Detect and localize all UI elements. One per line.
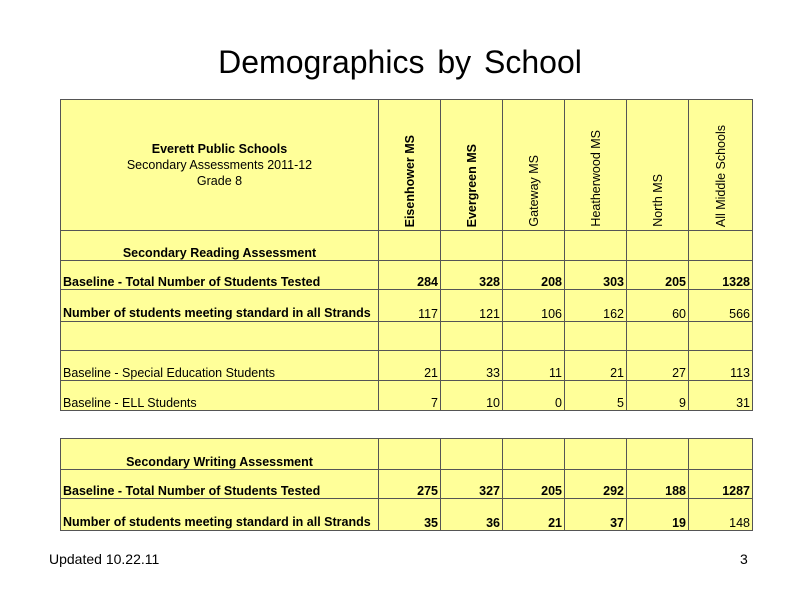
cell-value: 35 <box>379 499 441 531</box>
district-name: Everett Public Schools <box>151 142 288 156</box>
cell-value: 1328 <box>689 261 753 290</box>
table-row <box>61 351 753 381</box>
table-row <box>61 290 753 322</box>
reading-table <box>60 99 753 411</box>
cell-value: 117 <box>379 290 441 322</box>
cell-value: 7 <box>379 381 441 411</box>
row-label: Baseline - ELL Students <box>61 381 379 411</box>
table-row <box>61 381 753 411</box>
cell-value: 37 <box>565 499 627 531</box>
cell-value: 121 <box>441 290 503 322</box>
writing-section-label: Secondary Writing Assessment <box>61 439 379 470</box>
updated-date: Updated 10.22.11 <box>49 551 160 567</box>
header-row <box>61 100 753 231</box>
cell-value: 21 <box>565 351 627 381</box>
section-row <box>61 439 753 470</box>
cell-value: 148 <box>689 499 753 531</box>
cell-value: 31 <box>689 381 753 411</box>
cell-value: 11 <box>503 351 565 381</box>
section-row <box>61 231 753 261</box>
cell-value: 1287 <box>689 470 753 499</box>
cell-value: 205 <box>627 261 689 290</box>
cell-value: 162 <box>565 290 627 322</box>
row-label: Baseline - Special Education Students <box>61 351 379 381</box>
cell-value: 9 <box>627 381 689 411</box>
cell-value: 328 <box>441 261 503 290</box>
cell-value: 36 <box>441 499 503 531</box>
cell-value: 106 <box>503 290 565 322</box>
page-number: 3 <box>740 551 748 567</box>
school-header: Heatherwood MS <box>565 100 627 231</box>
cell-value: 21 <box>379 351 441 381</box>
cell-value: 0 <box>503 381 565 411</box>
cell-value: 327 <box>441 470 503 499</box>
table-row <box>61 470 753 499</box>
cell-value: 113 <box>689 351 753 381</box>
cell-value: 33 <box>441 351 503 381</box>
grade-label: Grade 8 <box>196 174 243 188</box>
cell-value: 5 <box>565 381 627 411</box>
school-header: Eisenhower MS <box>379 100 441 231</box>
table-row <box>61 499 753 531</box>
cell-value: 27 <box>627 351 689 381</box>
cell-value: 10 <box>441 381 503 411</box>
school-header: Gateway MS <box>503 100 565 231</box>
row-label: Number of students meeting standard in all Strands <box>61 290 379 322</box>
blank-row <box>61 322 753 351</box>
table-header-block <box>61 100 379 231</box>
writing-table <box>60 438 753 531</box>
school-header: North MS <box>627 100 689 231</box>
cell-value: 292 <box>565 470 627 499</box>
school-header: Evergreen MS <box>441 100 503 231</box>
slide-title: Demographics by School <box>218 44 582 80</box>
table-row <box>61 261 753 290</box>
cell-value: 284 <box>379 261 441 290</box>
row-label: Number of students meeting standard in all Strands <box>61 499 379 531</box>
assessment-year: Secondary Assessments 2011-12 <box>126 158 313 172</box>
cell-value: 208 <box>503 261 565 290</box>
cell-value: 303 <box>565 261 627 290</box>
row-label: Baseline - Total Number of Students Tested <box>61 261 379 290</box>
cell-value: 21 <box>503 499 565 531</box>
cell-value: 60 <box>627 290 689 322</box>
cell-value: 19 <box>627 499 689 531</box>
cell-value: 205 <box>503 470 565 499</box>
cell-value: 188 <box>627 470 689 499</box>
cell-value: 566 <box>689 290 753 322</box>
row-label: Baseline - Total Number of Students Tested <box>61 470 379 499</box>
school-header: All Middle Schools <box>689 100 753 231</box>
reading-section-label: Secondary Reading Assessment <box>61 231 379 261</box>
cell-value: 275 <box>379 470 441 499</box>
